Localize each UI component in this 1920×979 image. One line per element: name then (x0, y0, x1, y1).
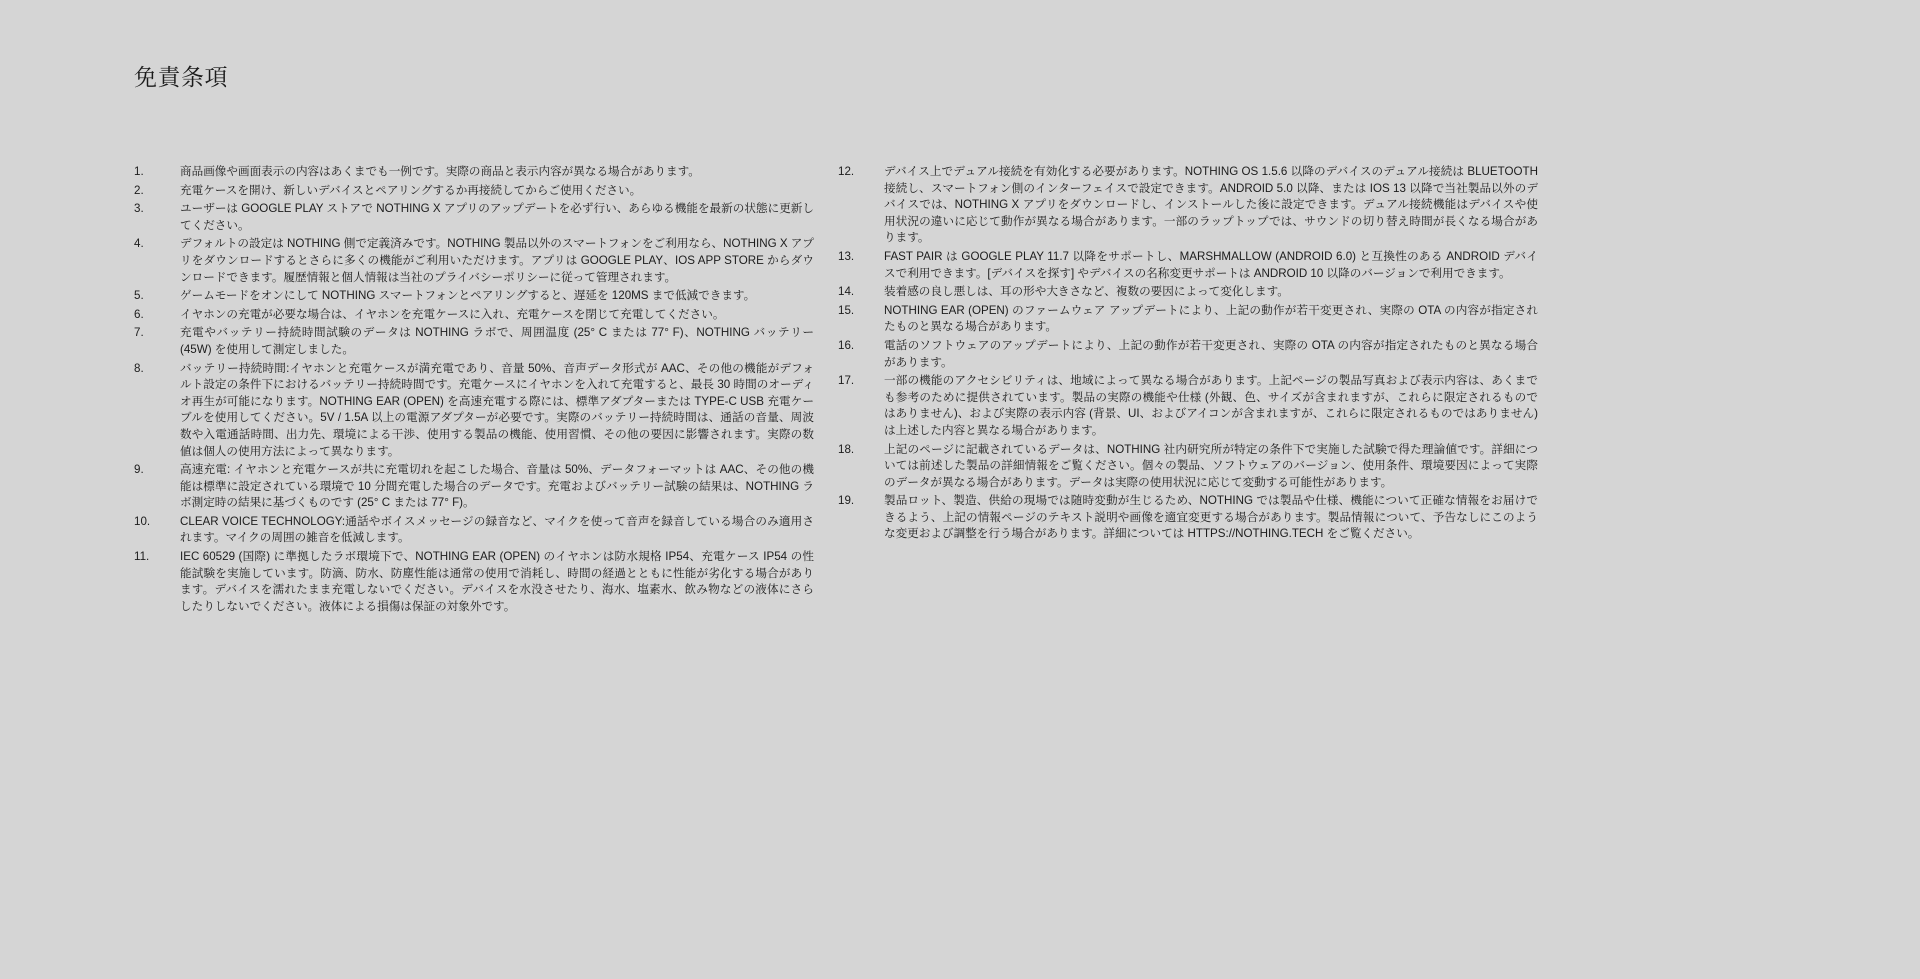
clause-text: 高速充電: イヤホンと充電ケースが共に充電切れを起こした場合、音量は 50%、データフォーマットは AAC、その他の機能は標準に設定されている環境で 10 分間充電した場合のデータです。充電およびバッテリー試験の結果は、NOTHING ラボ測定時の結果に基づくものです (25° C または 77° F)。 (180, 463, 814, 510)
list-item (134, 183, 814, 200)
clause-number: 13. (838, 249, 855, 263)
clause-text: ゲームモードをオンにして NOTHING スマートフォンとペアリングすると、遅延を 120MS まで低減できます。 (180, 289, 756, 303)
clause-number: 4. (134, 237, 144, 251)
clause-list-right (838, 164, 1538, 543)
clause-text: 装着感の良し悪しは、耳の形や大きさなど、複数の要因によって変化します。 (884, 285, 1289, 299)
clause-text: イヤホンの充電が必要な場合は、イヤホンを充電ケースに入れ、充電ケースを閉じて充電してください。 (180, 307, 725, 321)
clause-text: 充電やバッテリー持続時間試験のデータは NOTHING ラボで、周囲温度 (25° C または 77° F)、NOTHING バッテリー (45W) を使用して測定しました。 (180, 326, 814, 356)
list-item (134, 462, 814, 512)
list-item (838, 303, 1538, 336)
clause-list-left (134, 164, 814, 615)
clause-number: 9. (134, 463, 144, 477)
list-item (838, 284, 1538, 301)
list-item (838, 164, 1538, 247)
clause-number: 8. (134, 361, 144, 375)
right-column (838, 164, 1538, 545)
clause-columns (0, 164, 1920, 617)
clause-text: 上記のページに記載されているデータは、NOTHING 社内研究所が特定の条件下で実施した試験で得た理論値です。詳細については前述した製品の詳細情報をご覧ください。個々の製品、ソフトウェアのバージョン、使用条件、環境要因によって実際のデータが異なる場合があります。データは実際の使用状況に応じて変動する可能性があります。 (884, 442, 1538, 489)
clause-number: 10. (134, 514, 151, 528)
clause-number: 14. (838, 285, 855, 299)
left-column (134, 164, 814, 617)
clause-text: FAST PAIR は GOOGLE PLAY 11.7 以降をサポートし、MARSHMALLOW (ANDROID 6.0) と互換性のある ANDROID デバイスで利用できます。[デバイスを探す] やデバイスの名称変更サポートは ANDROID 10 以降のバージョンで利用できます。 (884, 249, 1538, 280)
clause-number: 16. (838, 338, 855, 352)
clause-number: 18. (838, 442, 855, 456)
clause-number: 11. (134, 550, 150, 564)
list-item (838, 338, 1538, 371)
clause-number: 15. (838, 303, 855, 317)
list-item (838, 442, 1538, 492)
list-item (838, 493, 1538, 543)
list-item (134, 236, 814, 286)
clause-number: 3. (134, 202, 144, 216)
clause-text: 充電ケースを開け、新しいデバイスとペアリングするか再接続してからご使用ください。 (180, 183, 642, 197)
clause-number: 2. (134, 183, 144, 197)
clause-number: 1. (134, 165, 144, 178)
list-item (838, 373, 1538, 439)
clause-text: ユーザーは GOOGLE PLAY ストアで NOTHING X アプリのアップデートを必ず行い、あらゆる機能を最新の状態に更新してください。 (180, 202, 814, 232)
clause-text: デバイス上でデュアル接続を有効化する必要があります。NOTHING OS 1.5.6 以降のデバイスのデュアル接続は BLUETOOTH 接続し、スマートフォン側のインターフェイスで設定できます。ANDROID 5.0 以降、または IOS 13 以降で当社製品以外のデバイスでは、NOTHING X アプリをダウンロードし、インストールした後に設定できます。デュアル接続機能はデバイスや使用状況の違いに応じて動作が異なる場合があります。一部のラップトップでは、サウンドの切り替え時間が長くなる場合があります。 (884, 165, 1538, 245)
clause-text: 電話のソフトウェアのアップデートにより、上記の動作が若干変更され、実際の OTA の内容が指定されたものと異なる場合があります。 (884, 338, 1538, 369)
list-item (134, 514, 814, 547)
clause-number: 7. (134, 326, 144, 340)
list-item (134, 201, 814, 234)
clause-text: デフォルトの設定は NOTHING 側で定義済みです。NOTHING 製品以外のスマートフォンをご利用なら、NOTHING X アプリをダウンロードするとさらに多くの機能がご利用いただけます。アプリは GOOGLE PLAY、IOS APP STORE からダウンロードできます。履歴情報と個人情報は当社のプライバシーポリシーに従って管理されます。 (180, 237, 814, 284)
list-item (134, 361, 814, 461)
clause-number: 12. (838, 165, 855, 178)
clause-text: 製品ロット、製造、供給の現場では随時変動が生じるため、NOTHING では製品や仕様、機能について正確な情報をお届けできるよう、上記の情報ページのテキスト説明や画像を適宜変更する場合があります。製品情報について、予告なしにこのような変更および調整を行う場合があります。詳細については HTTPS://NOTHING.TECH をご覧ください。 (884, 494, 1538, 541)
clause-text: NOTHING EAR (OPEN) のファームウェア アップデートにより、上記の動作が若干変更され、実際の OTA の内容が指定されたものと異なる場合があります。 (884, 303, 1538, 334)
clause-number: 17. (838, 374, 855, 388)
clause-text: 商品画像や画面表示の内容はあくまでも一例です。実際の商品と表示内容が異なる場合があります。 (180, 165, 700, 178)
list-item (134, 549, 814, 615)
page-title: 免責条項 (134, 64, 228, 91)
clause-number: 19. (838, 494, 855, 508)
list-item (134, 288, 814, 305)
list-item (134, 325, 814, 358)
clause-text: バッテリー持続時間:イヤホンと充電ケースが満充電であり、音量 50%、音声データ形式が AAC、その他の機能がデフォルト設定の条件下におけるバッテリー持続時間です。充電ケースにイヤホンを入れて充電すると、最長 30 時間のオーディオ再生が可能になります。NOTHING EAR (OPEN) を高速充電する際には、標準アダプターまたは TYPE-C USB 充電ケーブルを使用してください。5V / 1.5A 以上の電源アダプターが必要です。実際のバッテリー持続時間は、通話の音量、周波数や入電通話時間、出力先、環境による干渉、使用する製品の機能、使用習慣、その他の要因に影響されます。実際の数値は個人の使用方法によって異なります。 (180, 361, 814, 458)
clause-text: IEC 60529 (国際) に準拠したラボ環境下で、NOTHING EAR (OPEN) のイヤホンは防水規格 IP54、充電ケース IP54 の性能試験を実施しています。防滴、防水、防塵性能は通常の使用で消耗し、時間の経過とともに性能が劣化する場合があります。デバイスを濡れたまま充電しないでください。デバイスを水没させたり、海水、塩素水、飲み物などの液体にさらしたりしないでください。液体による損傷は保証の対象外です。 (180, 550, 814, 613)
clause-number: 6. (134, 307, 144, 321)
list-item (134, 307, 814, 324)
clause-number: 5. (134, 289, 144, 303)
list-item (134, 164, 814, 181)
list-item (838, 249, 1538, 282)
clause-text: CLEAR VOICE TECHNOLOGY:通話やボイスメッセージの録音など、マイクを使って音声を録音している場合のみ適用されます。マイクの周囲の雑音を低減します。 (180, 514, 814, 545)
clause-text: 一部の機能のアクセシビリティは、地域によって異なる場合があります。上記ページの製品写真および表示内容は、あくまでも参考のために提供されています。製品の実際の機能や仕様 (外観、色、サイズが含まれますが、これらに限定されるものではありません)、および実際の表示内容 (背景、UI、およびアイコンが含まれますが、これらに限定されるものではありません) は上述した内容と異なる場合があります。 (884, 374, 1538, 437)
